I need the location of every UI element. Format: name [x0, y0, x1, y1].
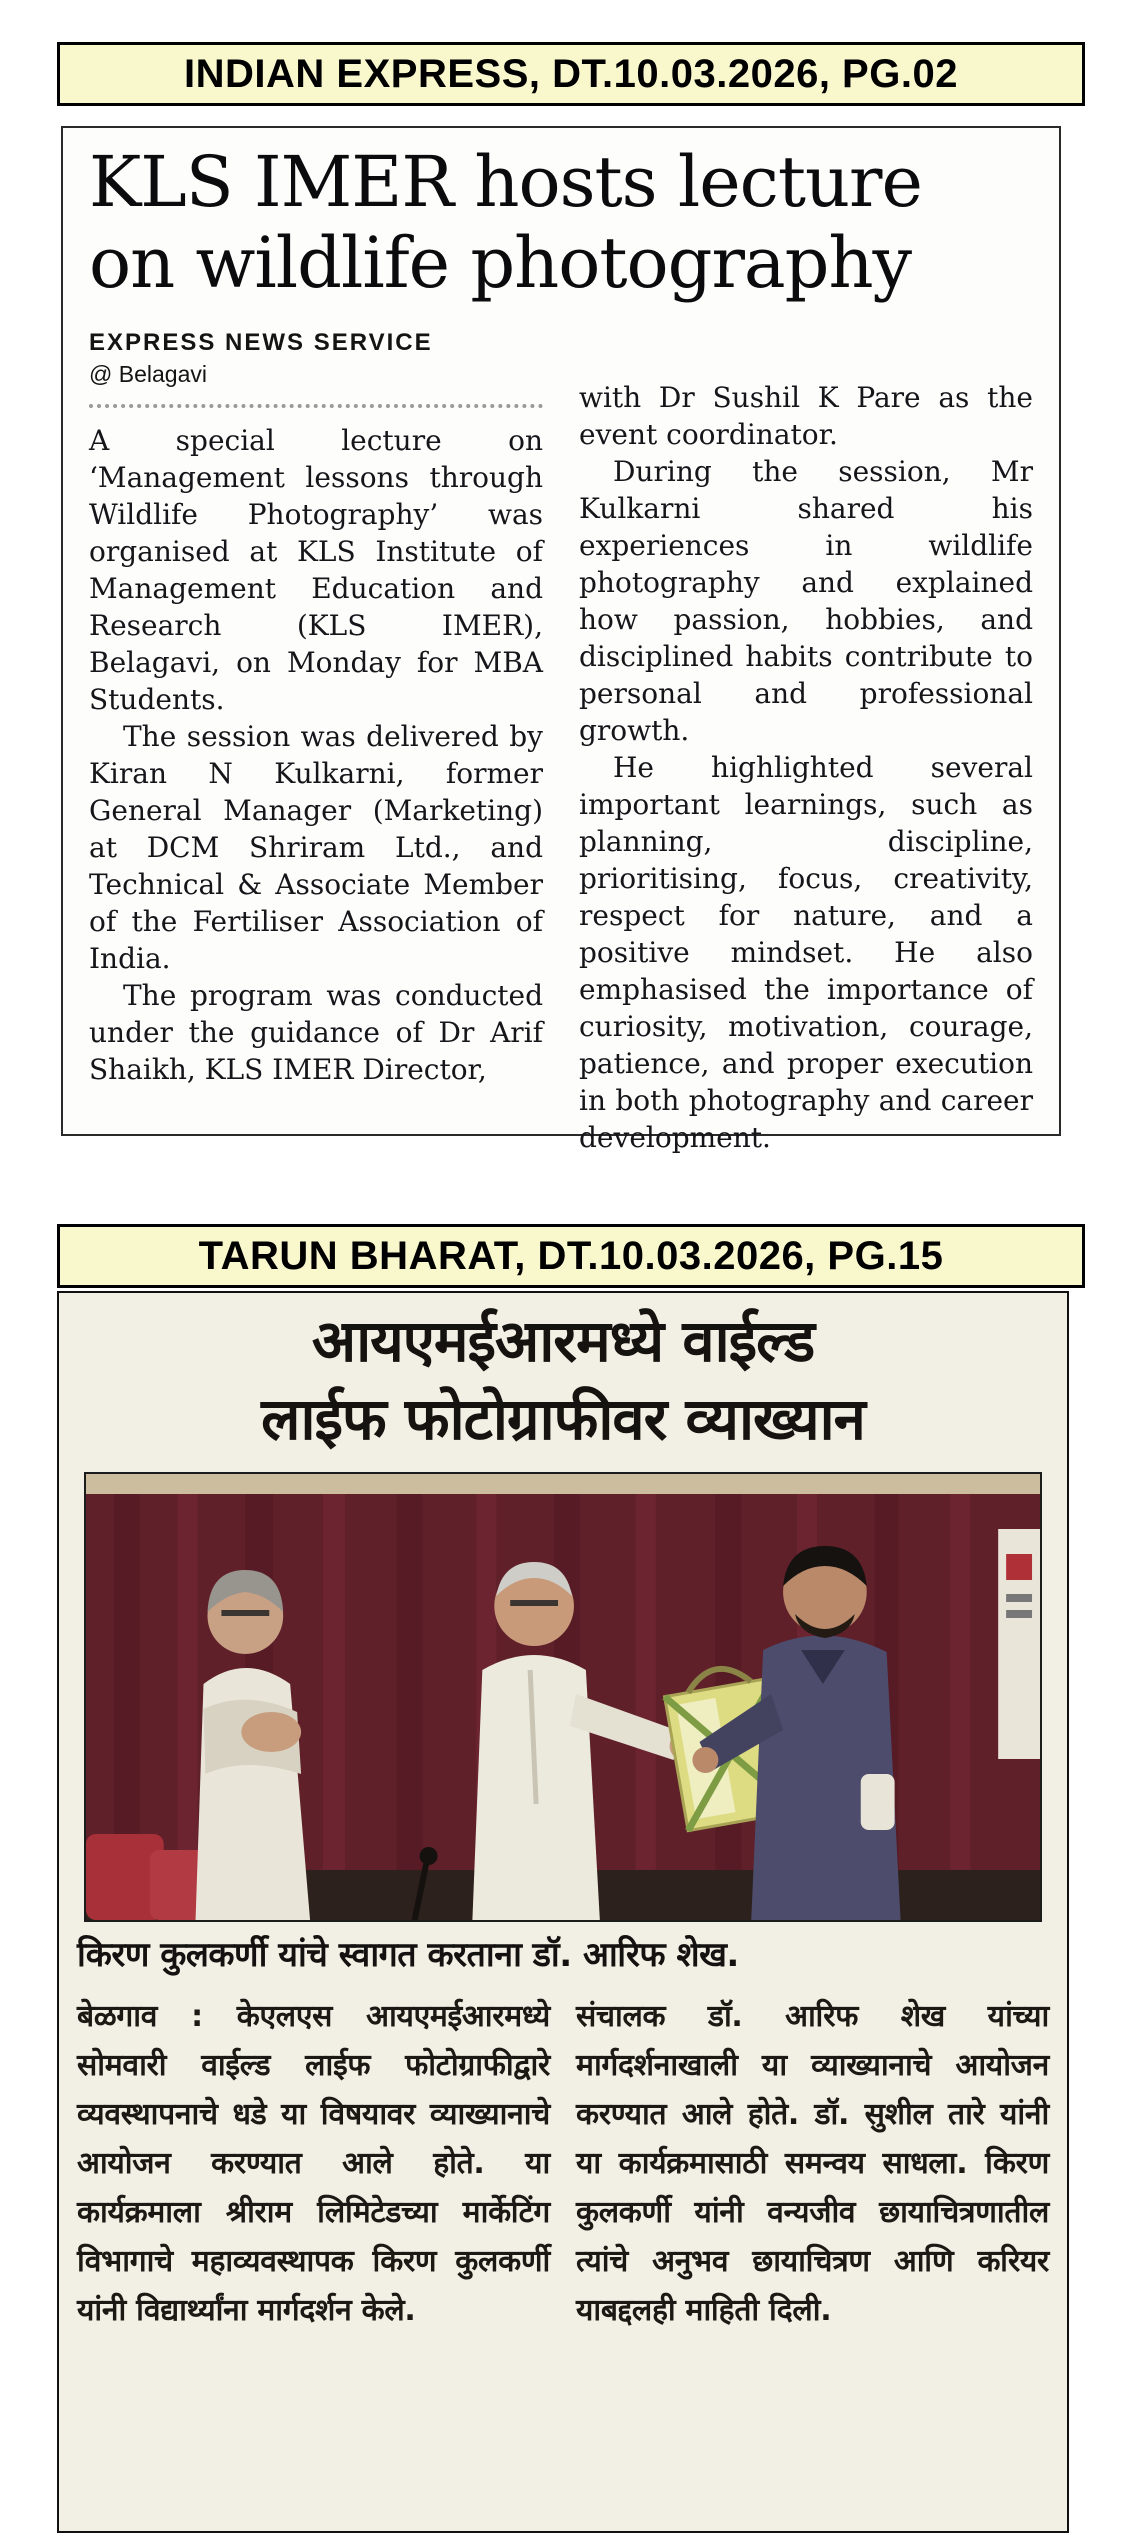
article-tarun-bharat: [57, 1291, 1069, 2533]
byline-divider: [89, 404, 543, 408]
source-header-text: INDIAN EXPRESS, DT.10.03.2026, PG.02: [184, 51, 958, 96]
article1-byline-location: @ Belagavi: [89, 361, 207, 387]
photo-white-banner: [998, 1529, 1040, 1759]
article2-right-column: [576, 1992, 1049, 2335]
article2-headline: [77, 1303, 1049, 1458]
article2-paragraph-text: केएलएस आयएमईआरमध्ये सोमवारी वाईल्ड लाईफ फोटोग्राफीद्वारे व्यवस्थापनाचे धडे या विषयावर व्याख्यानाचे आयोजन करण्यात आले होते. या कार्यक्रमाला श्रीराम लिमिटेडच्या मार्केटिंग विभागाचे महाव्यवस्थापक किरण कुलकर्णी यांनी विद्यार्थ्यांना मार्गदर्शन केले.: [77, 1999, 550, 2329]
article1-paragraph: He highlighted several important learnings, such as planning, discipline, prioritising, focus, creativity, respect for nature, and a positive mindset. He also emphasised the importance of curiosity, motivation, courage, patience, and proper execution in both photography and career development.: [579, 751, 1033, 1154]
source-header-text: TARUN BHARAT, DT.10.03.2026, PG.15: [198, 1233, 944, 1278]
article2-paragraph: संचालक डॉ. आरिफ शेख यांच्या मार्गदर्शनाखाली या व्याख्यानाचे आयोजन करण्यात आले होते. डॉ. सुशील तारे यांनी या कार्यक्रमासाठी समन्वय साधला. किरण कुलकर्णी यांनी वन्यजीव छायाचित्रणातील त्यांचे अनुभव छायाचित्रण आणि करियर याबद्दलही माहिती दिली.: [576, 1999, 1049, 2329]
photo-ceiling-strip: [86, 1474, 1040, 1494]
article1-byline: EXPRESS NEWS SERVICE: [89, 329, 433, 356]
article1-right-column: [579, 329, 1033, 1156]
source-header-tarun-bharat: [57, 1224, 1085, 1288]
source-header-indian-express: [57, 42, 1085, 106]
article2-photo-caption: किरण कुलकर्णी यांचे स्वागत करताना डॉ. आरिफ शेख.: [77, 1935, 739, 1976]
article1-paragraph: The session was delivered by Kiran N Kulkarni, former General Manager (Marketing) at DCM Shriram Ltd., and Technical & Associate Member of the Fertiliser Association of India.: [89, 720, 543, 975]
article1-paragraph: with Dr Sushil K Pare as the event coordinator.: [579, 381, 1033, 451]
article2-left-column: [77, 1992, 550, 2335]
article2-dateline: बेळगाव :: [77, 1999, 203, 2035]
article1-paragraph: The program was conducted under the guidance of Dr Arif Shaikh, KLS IMER Director,: [89, 979, 543, 1086]
article2-paragraph: [77, 1992, 550, 2335]
article2-headline-line1: आयएमईआरमध्ये वाईल्ड: [311, 1307, 815, 1375]
article2-headline-line2: लाईफ फोटोग्राफीवर व्याख्यान: [261, 1384, 865, 1453]
article1-left-column: [89, 329, 543, 1156]
event-photo-graphic: [86, 1474, 1040, 1920]
article1-headline: [89, 142, 1033, 303]
event-photo: [84, 1472, 1042, 1922]
article1-headline-line1: KLS IMER hosts lecture: [89, 141, 922, 223]
article1-paragraph: A special lecture on ‘Management lessons through Wildlife Photography’ was organised at KLS Institute of Management Education and Research (KLS IMER), Belagavi, on Monday for MBA Students.: [89, 424, 543, 716]
article1-headline-line2: on wildlife photography: [89, 221, 912, 304]
article-indian-express: [61, 126, 1061, 1154]
article1-paragraph: During the session, Mr Kulkarni shared his experiences in wildlife photography and explained how passion, hobbies, and disciplined habits contribute to personal and professional growth.: [579, 455, 1033, 747]
